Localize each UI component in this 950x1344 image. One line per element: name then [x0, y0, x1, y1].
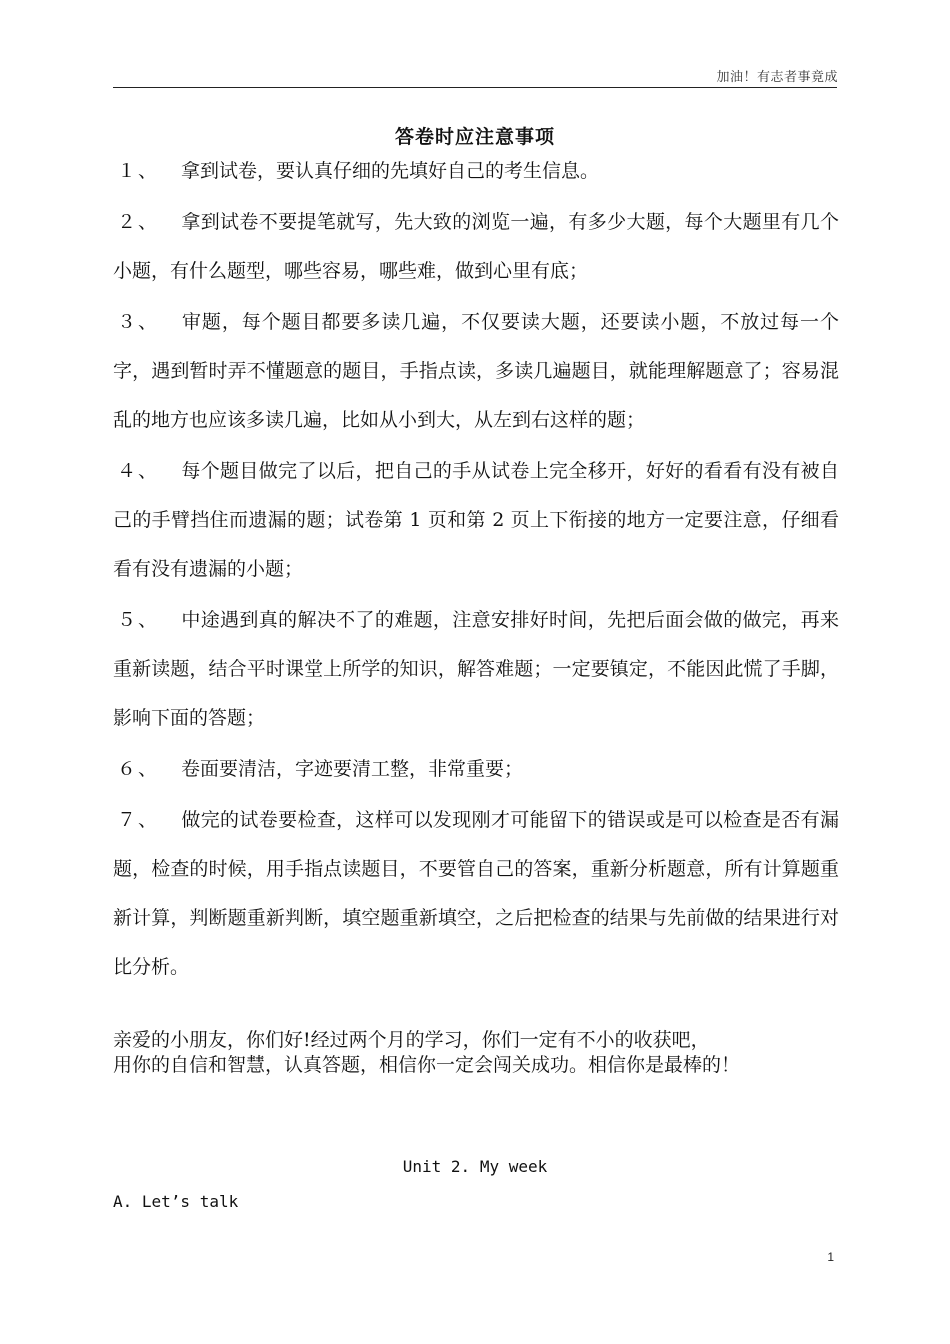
unit-title: Unit 2. My week	[402, 1157, 548, 1176]
notice-number: ４、	[117, 460, 160, 482]
notice-number: １、	[117, 160, 160, 182]
closing-line-1: 亲爱的小朋友，你们好!经过两个月的学习，你们一定有不小的收获吧，	[113, 1029, 710, 1051]
document-title: 答卷时应注意事项	[394, 126, 555, 148]
page-number: 1	[827, 1250, 834, 1264]
notice-text: 中途遇到真的解决不了的难题，注意安排好时间，先把后面会做的做完，再来重新读题，结合平时课堂上所学的知识，解答难题；一定要镇定，不能因此慌了手脚，影响下面的答题；	[113, 609, 839, 729]
notice-text: 每个题目做完了以后，把自己的手从试卷上完全移开，好好的看看有没有被自己的手臂挡住而遗漏的题；试卷第 1 页和第 2 页上下衔接的地方一定要注意，仔细看看有没有遗漏的小题；	[113, 460, 839, 580]
closing-message	[113, 1028, 853, 1078]
notice-item-1	[113, 147, 839, 196]
notice-text: 审题，每个题目都要多读几遍，不仅要读大题，还要读小题，不放过每一个字，遇到暂时弄不懂题意的题目，手指点读，多读几遍题目，就能理解题意了；容易混乱的地方也应该多读几遍，比如从小到大，从左到右这样的题；	[113, 311, 839, 431]
notice-number: ２、	[117, 211, 160, 233]
section-title: A. Let’s talk	[113, 1192, 239, 1211]
notice-item-4	[113, 447, 839, 594]
notice-item-7	[113, 796, 839, 992]
notice-number: ７、	[117, 809, 160, 831]
notice-number: ５、	[117, 609, 160, 631]
notice-text: 做完的试卷要检查，这样可以发现刚才可能留下的错误或是可以检查是否有漏题，检查的时候，用手指点读题目，不要管自己的答案，重新分析题意，所有计算题重新计算，判断题重新判断，填空题重新填空，之后把检查的结果与先前做的结果进行对比分析。	[113, 809, 839, 978]
notice-number: ３、	[117, 311, 160, 333]
notice-text: 拿到试卷不要提笔就写，先大致的浏览一遍，有多少大题，每个大题里有几个小题，有什么题型，哪些容易，哪些难，做到心里有底；	[113, 211, 839, 282]
notice-list	[113, 147, 839, 994]
page-header-text: 加油！有志者事竟成	[716, 70, 838, 85]
notice-item-5	[113, 596, 839, 743]
notice-item-2	[113, 198, 839, 296]
closing-line-2: 用你的自信和智慧，认真答题，相信你一定会闯关成功。相信你是最棒的！	[113, 1054, 741, 1076]
notice-item-3	[113, 298, 839, 445]
notice-item-6	[113, 745, 839, 794]
header-divider	[113, 87, 837, 88]
notice-text: 拿到试卷，要认真仔细的先填好自己的考生信息。	[181, 160, 600, 182]
notice-number: ６、	[117, 758, 160, 780]
notice-text: 卷面要清洁，字迹要清工整，非常重要；	[181, 758, 524, 780]
